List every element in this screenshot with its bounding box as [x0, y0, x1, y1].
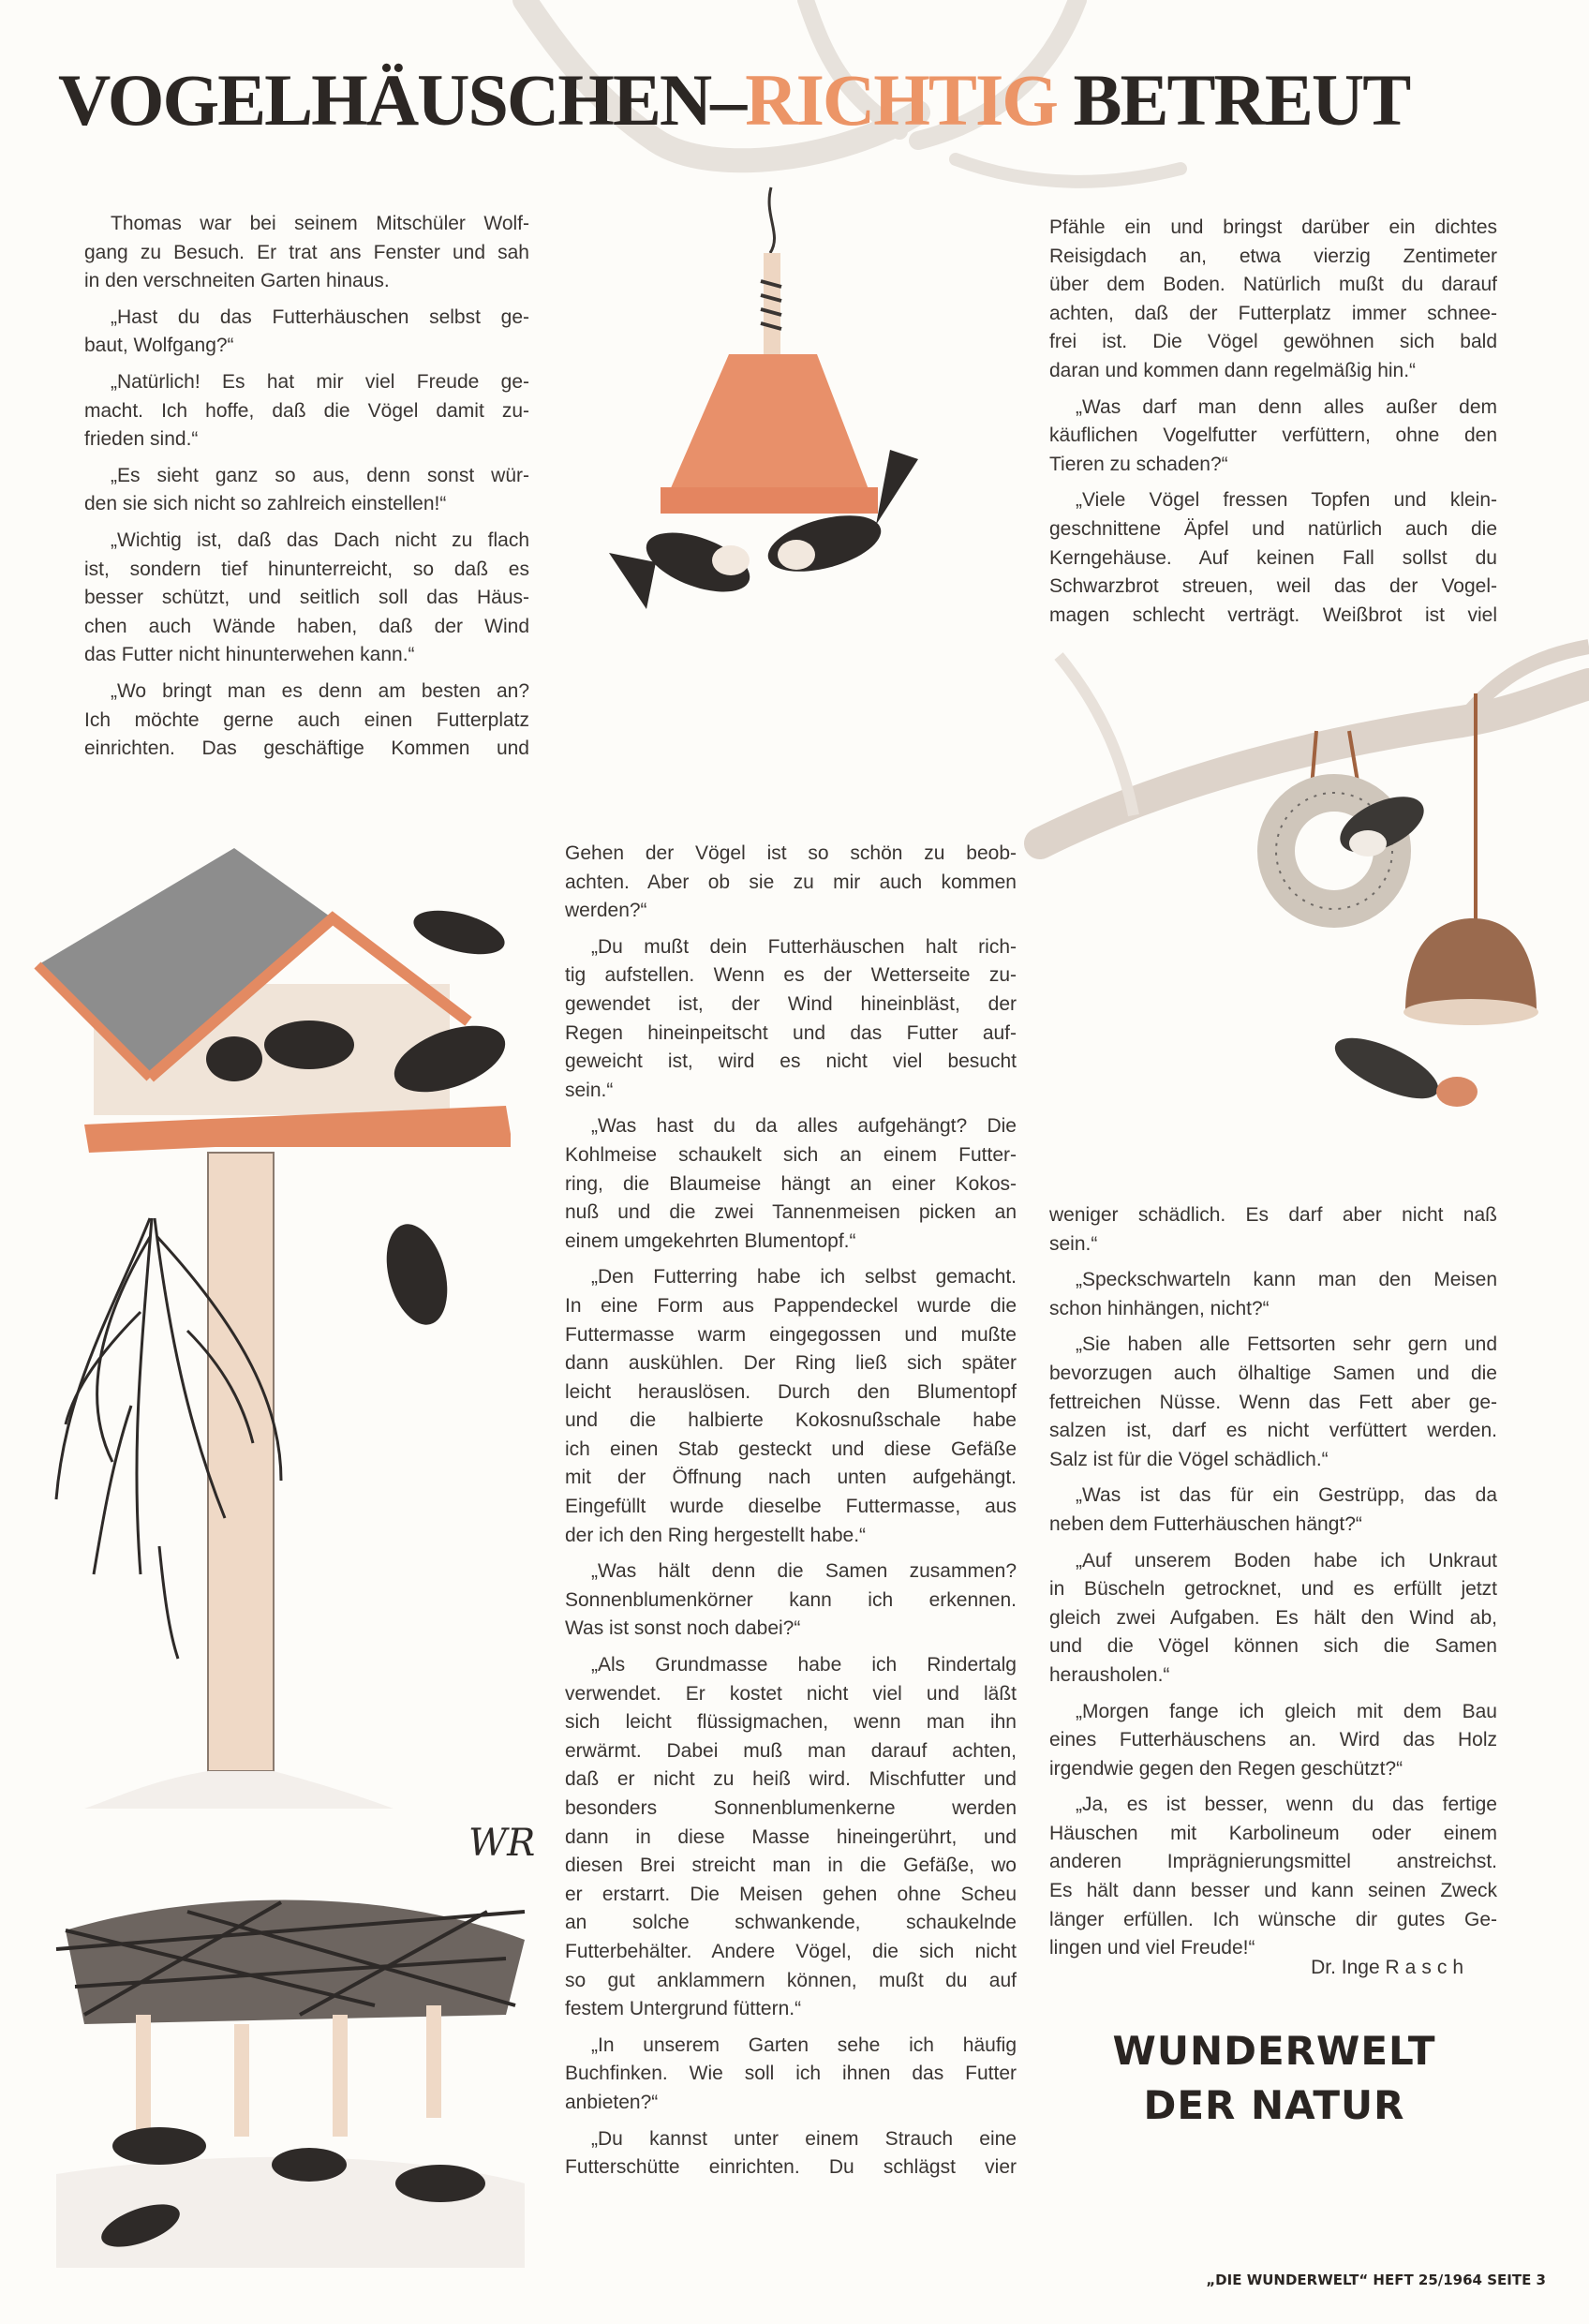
text-line: geweicht ist, wird es nicht viel besucht — [565, 1050, 1017, 1073]
text-line: achten, daß der Futterplatz immer schnee- — [1049, 302, 1497, 324]
hanging-flowerpot-illustration — [609, 187, 918, 609]
text-line: und die Vögel können sich die Samen — [1049, 1635, 1497, 1658]
paragraph — [565, 1263, 1017, 1550]
paragraph — [1049, 1266, 1497, 1323]
text-line: Eingefüllt wurde dieselbe Futtermasse, aus — [565, 1496, 1017, 1518]
paragraph — [565, 840, 1017, 926]
text-line: Kohlmeise schaukelt sich an einem Futter- — [565, 1143, 1017, 1166]
series-logo — [1087, 2024, 1462, 2133]
text-line: Sonnenblumenkörner kann ich erkennen. — [565, 1588, 1017, 1611]
pot-stick — [764, 253, 780, 356]
text-line: Ich möchte gerne auch einen Futterplatz — [84, 708, 529, 731]
text-line: festem Untergrund füttern.“ — [565, 1998, 802, 2020]
text-line: besser schützt, und seitlich soll das Häus- — [84, 587, 529, 609]
paragraph — [1049, 1791, 1497, 1963]
text-line: sein.“ — [1049, 1232, 1098, 1255]
text-line: gang zu Besuch. Er trat ans Fenster und sah — [84, 241, 529, 263]
text-line: über dem Boden. Natürlich mußt du darauf — [1049, 274, 1497, 296]
text-line: Buchfinken. Wie soll ich ihnen das Futter — [565, 2063, 1017, 2085]
text-line: einem umgekehrten Blumentopf.“ — [565, 1229, 856, 1252]
birdhouse-roof — [37, 848, 333, 1078]
text-line: leicht herauslösen. Durch den Blumentopf — [565, 1380, 1017, 1403]
logo-line-2: DER NATUR — [1143, 2082, 1405, 2128]
text-line: „Sie haben alle Fettsorten sehr gern und — [1076, 1333, 1497, 1356]
text-line: frieden sind.“ — [84, 428, 199, 451]
artist-signature: WR — [468, 1822, 536, 1865]
text-line: herausholen.“ — [1049, 1663, 1170, 1686]
text-line: Gehen der Vögel ist so schön zu beob- — [565, 842, 1017, 864]
text-line: in den verschneiten Garten hinaus. — [84, 270, 390, 292]
text-line: „Auf unserem Boden habe ich Unkraut — [1076, 1549, 1497, 1572]
text-line: Es hält dann besser und kann seinen Zweck — [1049, 1880, 1497, 1902]
text-line: „Was ist das für ein Gestrüpp, das da — [1076, 1484, 1497, 1507]
text-line: Kerngehäuse. Auf keinen Fall sollst du — [1049, 546, 1497, 569]
text-line: in Büscheln getrocknet, und es erfüllt jetzt — [1049, 1578, 1497, 1601]
text-line: „Es sieht ganz so aus, denn sonst wür- — [111, 464, 529, 486]
text-line: schon hinhängen, nicht?“ — [1049, 1297, 1270, 1319]
text-line: daß er nicht zu heiß wird. Mischfutter und — [565, 1768, 1017, 1791]
article-column-3-bottom — [1049, 1201, 1497, 1963]
text-line: einrichten. Das geschäftige Kommen und — [84, 737, 529, 760]
author-surname: Rasch — [1385, 1957, 1469, 1978]
text-line: Reisigdach an, etwa vierzig Zentimeter — [1049, 245, 1497, 267]
text-line: erwärmt. Dabei muß man darauf achten, — [565, 1739, 1017, 1762]
paragraph — [84, 304, 529, 361]
text-line: „Hast du das Futterhäuschen selbst ge- — [111, 305, 529, 328]
text-line: ich einen Stab gesteckt und diese Gefäße — [565, 1438, 1017, 1460]
branch-with-feeders-illustration — [1040, 647, 1589, 1110]
title-part-1: VOGELHÄUSCHEN– — [58, 59, 746, 141]
title-accent-word: RICHTIG — [745, 59, 1057, 141]
logo-line-1: WUNDERWELT — [1112, 2028, 1436, 2074]
text-line: „Den Futterring habe ich selbst gemacht. — [591, 1266, 1017, 1289]
text-line: er erstarrt. Die Meisen gehen ohne Scheu — [565, 1883, 1017, 1905]
text-line: bevorzugen auch ölhaltige Samen und die — [1049, 1362, 1497, 1384]
text-line: magen schlecht verträgt. Weißbrot ist viel — [1049, 603, 1497, 626]
text-line: Thomas war bei seinem Mitschüler Wolf- — [111, 213, 529, 234]
text-line: salzen ist, darf es nicht verfüttert werden. — [1049, 1420, 1497, 1442]
paragraph — [84, 678, 529, 764]
paragraph — [565, 1651, 1017, 2024]
article-column-3-top — [1049, 214, 1497, 630]
text-line: „Als Grundmasse habe ich Rindertalg — [591, 1654, 1017, 1676]
text-line: In eine Form aus Pappendeckel wurde die — [565, 1294, 1017, 1317]
text-line: ist, sondern tief hinunterreicht, so daß es — [84, 558, 529, 580]
text-line: fettreichen Nüsse. Wenn das Fett aber ge- — [1049, 1391, 1497, 1413]
text-line: Pfähle ein und bringst darüber ein dichtes — [1049, 216, 1497, 238]
text-line: „In unserem Garten sehe ich häufig — [591, 2034, 1017, 2056]
text-line: gleich zwei Aufgaben. Es hält den Wind ab, — [1049, 1606, 1497, 1629]
title-part-2: BETREUT — [1056, 59, 1410, 141]
paragraph — [1049, 1331, 1497, 1474]
text-line: Tieren zu schaden?“ — [1049, 453, 1228, 475]
text-line: weniger schädlich. Es darf aber nicht naß — [1049, 1204, 1497, 1226]
paragraph — [84, 210, 529, 296]
text-line: dann in diese Masse hineingerührt, und — [565, 1825, 1017, 1848]
coconut-feeder-icon — [1405, 918, 1537, 1012]
text-line: diesen Brei streicht man in die Gefäße, wo — [565, 1855, 1017, 1877]
text-line: „Du kannst unter einem Strauch eine — [591, 2127, 1017, 2150]
paragraph — [84, 368, 529, 454]
text-line: frei ist. Die Vögel gewöhnen sich bald — [1049, 331, 1497, 353]
text-line: ring, die Blaumeise hängt an einer Kokos- — [565, 1172, 1017, 1195]
paragraph — [1049, 486, 1497, 630]
text-line: sich leicht flüssigmachen, wenn man ihn — [565, 1711, 1017, 1734]
text-line: „Du mußt dein Futterhäuschen halt rich- — [591, 935, 1017, 958]
paragraph — [1049, 1698, 1497, 1784]
text-line: nuß und die zwei Tannenmeisen picken an — [565, 1201, 1017, 1224]
text-line: „Speckschwarteln kann man den Meisen — [1076, 1269, 1497, 1291]
paragraph — [565, 1557, 1017, 1644]
text-line: eines Futterhäuschens an. Wird das Holz — [1049, 1729, 1497, 1751]
text-line: so gut anklammern können, mußt du auf — [565, 1969, 1017, 1991]
text-line: tig aufstellen. Wenn es der Wetterseite zu- — [565, 964, 1017, 987]
paragraph — [84, 462, 529, 519]
text-line: den sie sich nicht so zahlreich einstellen!“ — [84, 493, 447, 515]
text-line: Schwarzbrot streuen, weil das der Vogel- — [1049, 575, 1497, 598]
text-line: verwendet. Er kostet nicht viel und läßt — [565, 1682, 1017, 1705]
text-line: „Ja, es ist besser, wenn du das fertige — [1076, 1794, 1497, 1816]
text-line: daran und kommen dann regelmäßig hin.“ — [1049, 359, 1417, 381]
text-line: „Natürlich! Es hat mir viel Freude ge- — [111, 370, 529, 393]
author-signature — [1049, 1957, 1469, 1979]
text-line: „Was hast du da alles aufgehängt? Die — [591, 1115, 1017, 1138]
text-line: der ich den Ring hergestellt habe.“ — [565, 1524, 867, 1546]
text-line: an solche schwankende, schaukelnde — [565, 1912, 1017, 1934]
text-line: gewendet ist, der Wind hineinbläst, der — [565, 992, 1017, 1015]
text-line: „Was darf man denn alles außer dem — [1076, 395, 1497, 418]
paragraph — [1049, 1482, 1497, 1539]
text-line: anbieten?“ — [565, 2091, 659, 2113]
paragraph — [1049, 214, 1497, 386]
text-line: „Wo bringt man es denn am besten an? — [111, 679, 529, 702]
text-line: Futterbehälter. Andere Vögel, die sich nicht — [565, 1940, 1017, 1962]
text-line: „Wichtig ist, daß das Dach nicht zu flach — [111, 529, 529, 551]
text-line: und die halbierte Kokosnußschale habe — [565, 1409, 1017, 1432]
paragraph — [84, 527, 529, 670]
text-line: käuflichen Vogelfutter verfüttern, ohne den — [1049, 425, 1497, 447]
feeding-ring-icon — [1276, 793, 1392, 909]
paragraph — [565, 2032, 1017, 2118]
twig-shelter-illustration — [56, 1900, 525, 2269]
text-line: achten. Aber ob sie zu mir auch kommen — [565, 871, 1017, 893]
text-line: Was ist sonst noch dabei?“ — [565, 1617, 801, 1640]
article-column-2 — [565, 840, 1017, 2182]
text-line: „Morgen fange ich gleich mit dem Bau — [1076, 1700, 1497, 1722]
flowerpot-icon — [667, 354, 871, 497]
paragraph — [565, 2125, 1017, 2182]
author-first-name: Dr. Inge — [1311, 1957, 1386, 1978]
text-line: lingen und viel Freude!“ — [1049, 1937, 1255, 1959]
birdhouse-post — [208, 1153, 274, 1771]
text-line: „Was hält denn die Samen zusammen? — [591, 1560, 1017, 1583]
text-line: geschnittene Äpfel und natürlich auch die — [1049, 517, 1497, 540]
text-line: Regen hineinpeitscht und das Futter auf- — [565, 1021, 1017, 1044]
text-line: anderen Imprägnierungsmittel anstreichst. — [1049, 1851, 1497, 1873]
text-line: irgendwie gegen den Regen geschützt?“ — [1049, 1757, 1403, 1780]
text-line: mit der Öffnung nach unten aufgehängt. — [565, 1467, 1017, 1489]
paragraph — [565, 1112, 1017, 1256]
paragraph — [1049, 1547, 1497, 1691]
paragraph — [1049, 394, 1497, 480]
text-line: werden?“ — [565, 900, 647, 922]
article-column-1 — [84, 210, 529, 764]
paragraph — [1049, 1201, 1497, 1259]
text-line: macht. Ich hoffe, daß die Vögel damit zu- — [84, 399, 529, 422]
text-line: länger erfüllen. Ich wünsche dir gutes Ge- — [1049, 1908, 1497, 1930]
text-line: besonders Sonnenblumenkerne werden — [565, 1797, 1017, 1819]
dried-weeds-bundle-illustration — [56, 1218, 281, 1659]
page-footer: „DIE WUNDERWELT“ HEFT 25/1964 SEITE 3 — [1206, 2272, 1546, 2288]
text-line: Salz ist für die Vögel schädlich.“ — [1049, 1448, 1329, 1470]
text-line: das Futter nicht hinunterwehen kann.“ — [84, 644, 415, 666]
text-line: Häuschen mit Karbolineum oder einem — [1049, 1822, 1497, 1844]
text-line: chen auch Wände haben, daß der Wind — [84, 615, 529, 637]
page-title — [58, 49, 1576, 152]
paragraph — [565, 933, 1017, 1106]
text-line: „Viele Vögel fressen Topfen und klein- — [1076, 489, 1497, 512]
text-line: Futterschütte einrichten. Du schlägst vier — [565, 2156, 1017, 2179]
text-line: sein.“ — [565, 1079, 614, 1101]
text-line: neben dem Futterhäuschen hängt?“ — [1049, 1512, 1362, 1535]
text-line: baut, Wolfgang?“ — [84, 335, 234, 357]
text-line: Futtermasse warm eingegossen und mußte — [565, 1323, 1017, 1346]
text-line: dann auskühlen. Der Ring ließ sich später — [565, 1352, 1017, 1375]
birdhouse-illustration — [37, 848, 514, 1809]
